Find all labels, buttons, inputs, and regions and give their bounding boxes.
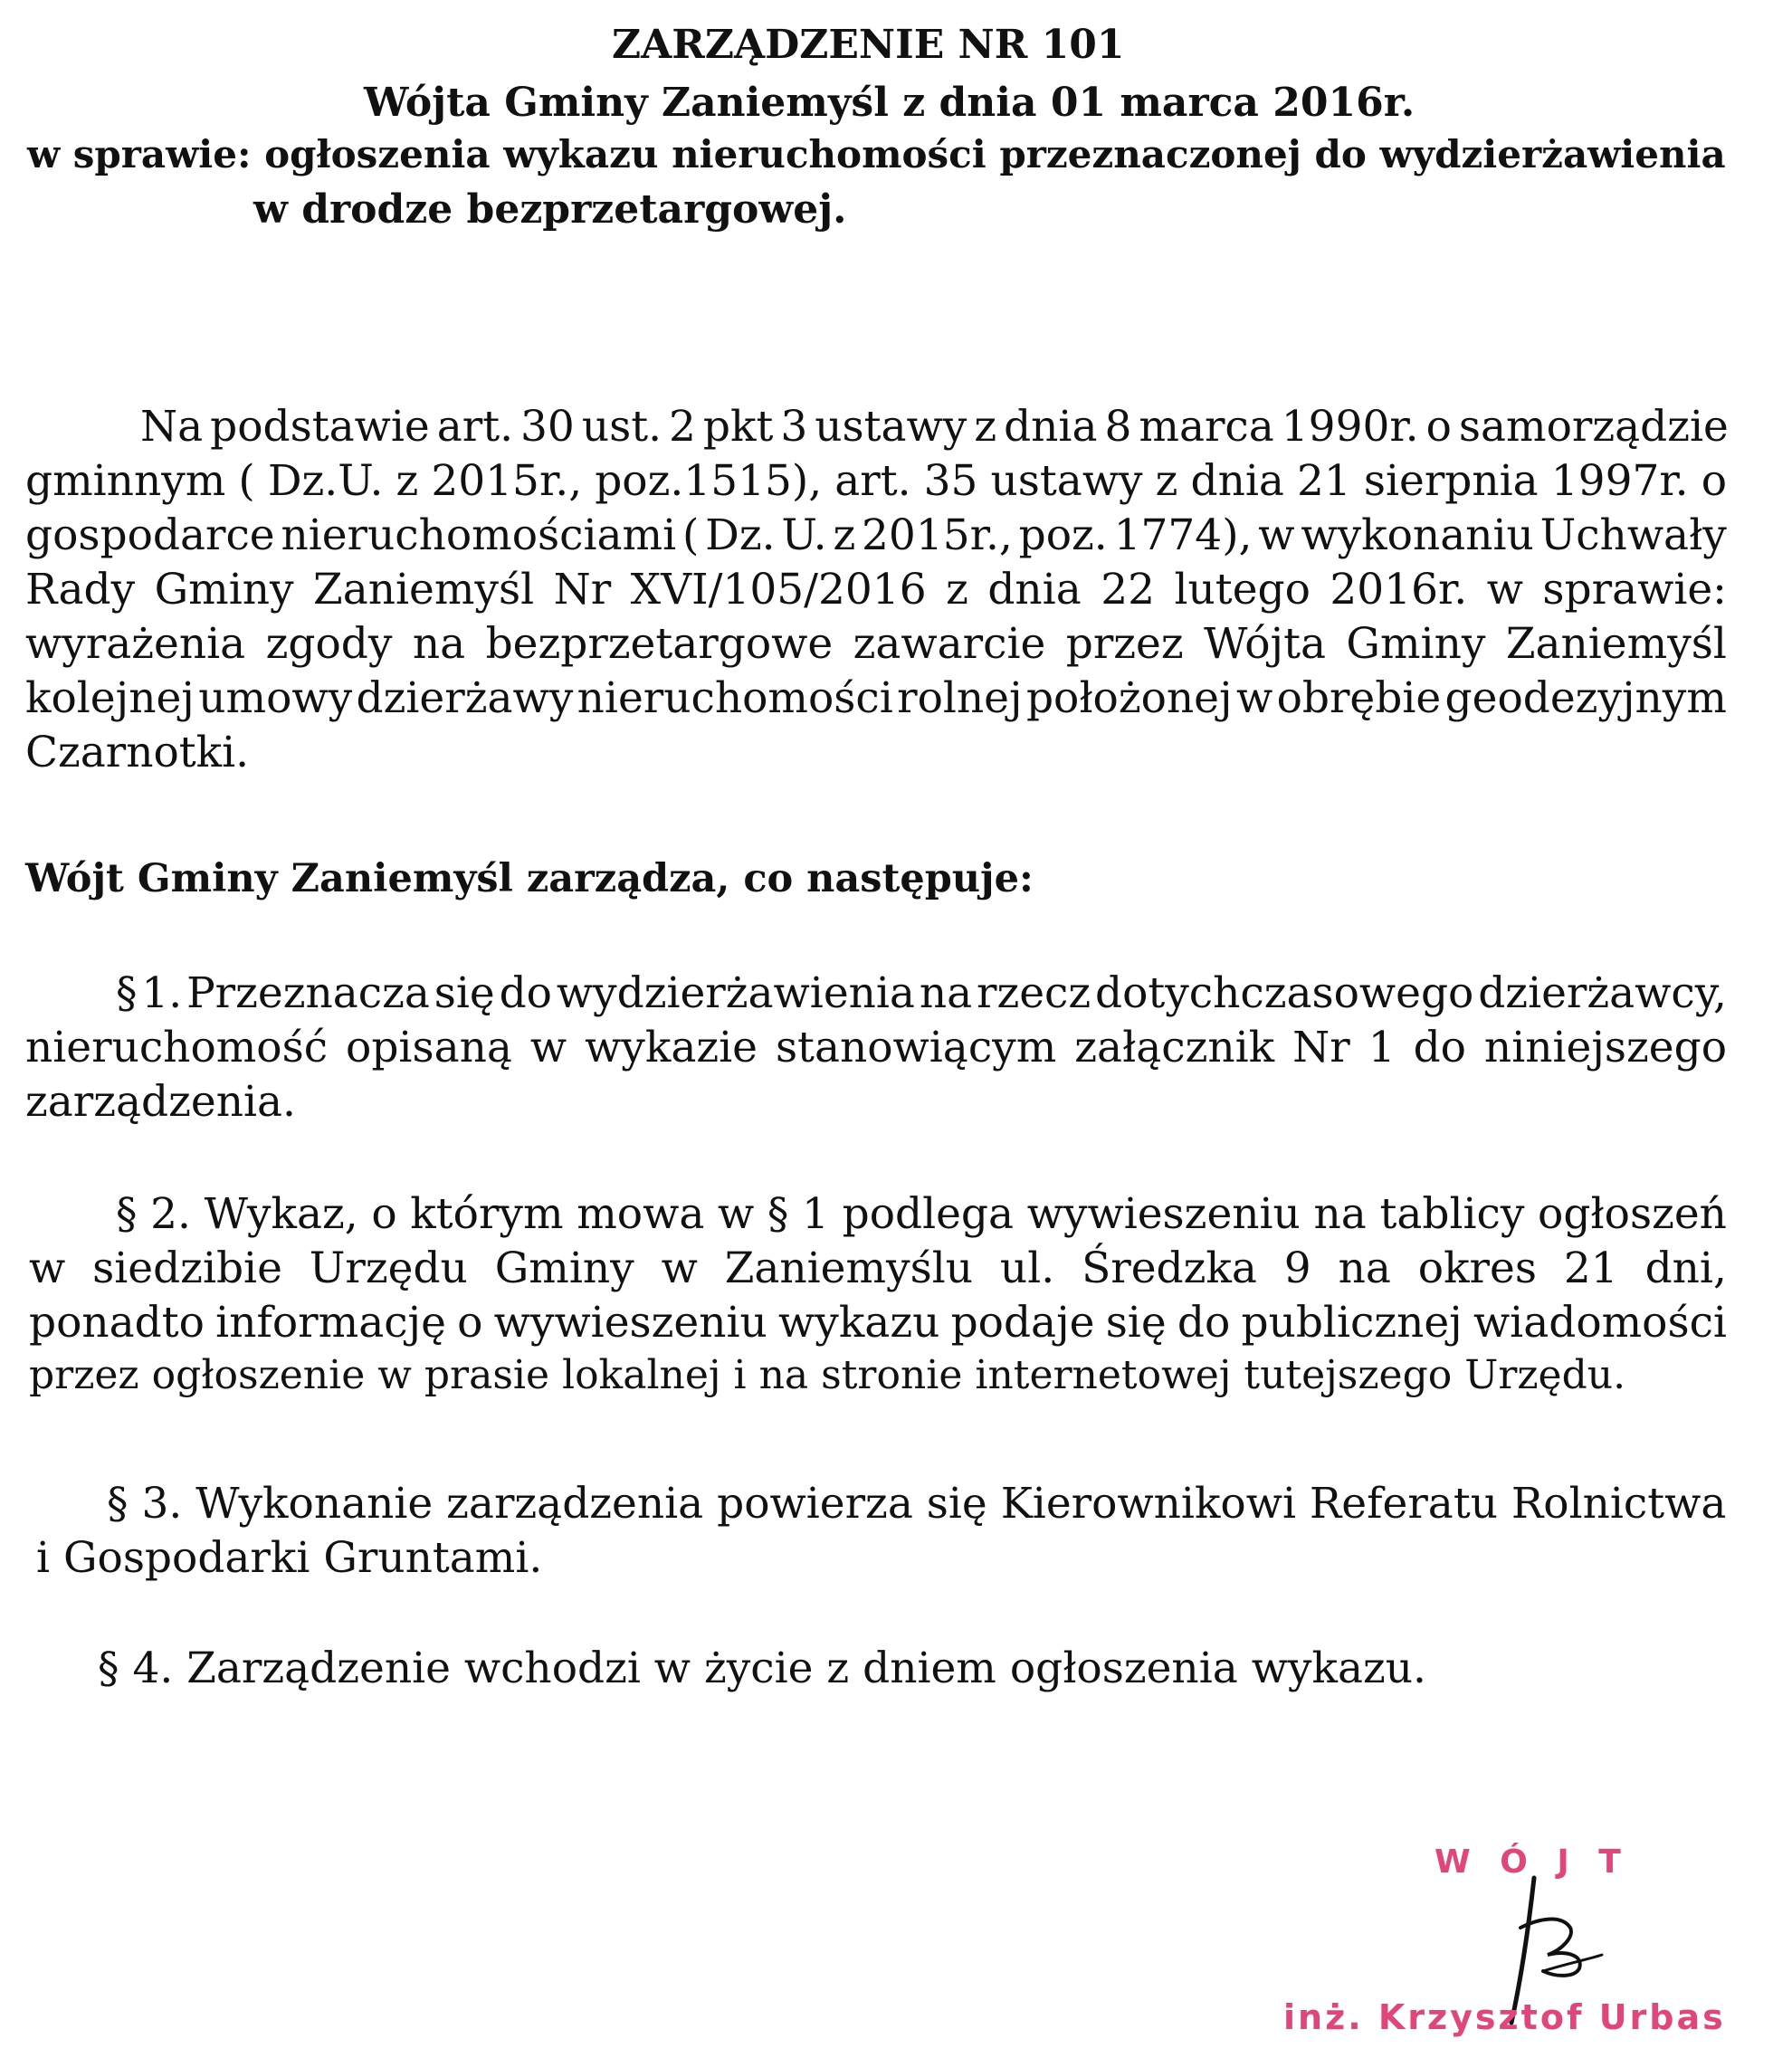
paragraph-line: zarządzenia. (25, 1077, 296, 1127)
preamble-line: kolejnej umowy dzierżawy nieruchomości rolnej położonej w obrębie geodezyjnym (25, 673, 1727, 723)
paragraph-line: § 4. Zarządzenie wchodzi w życie z dniem ogłoszenia wykazu. (98, 1644, 1426, 1693)
paragraph-line: ponadto informację o wywieszeniu wykazu podaje się do publicznej wiadomości (29, 1298, 1727, 1348)
paragraph-line: § 3. Wykonanie zarządzenia powierza się Kierownikowi Referatu Rolnictwa (107, 1479, 1727, 1529)
document-subject-line-2: w drodze bezprzetargowej. (253, 186, 847, 233)
decree-intro: Wójt Gminy Zaniemyśl zarządza, co następuje: (25, 856, 1034, 901)
document-subtitle: Wójta Gminy Zaniemyśl z dnia 01 marca 2016r. (364, 80, 1415, 126)
preamble-line: wyrażenia zgody na bezprzetargowe zawarcie przez Wójta Gminy Zaniemyśl (25, 619, 1727, 669)
stamp-title: W Ó J T (1435, 1844, 1630, 1881)
preamble-line: Czarnotki. (25, 728, 250, 777)
paragraph-line: i Gospodarki Gruntami. (36, 1533, 543, 1583)
preamble-line: gospodarce nieruchomościami ( Dz. U. z 2015r., poz. 1774), w wykonaniu Uchwały (25, 510, 1727, 560)
paragraph-line: w siedzibie Urzędu Gminy w Zaniemyślu ul. Średzka 9 na okres 21 dni, (29, 1243, 1727, 1293)
paragraph-line: § 1. Przeznacza się do wydzierżawienia na rzecz dotychczasowego dzierżawcy, (116, 968, 1727, 1018)
preamble-line: gminnym ( Dz.U. z 2015r., poz.1515), art. 35 ustawy z dnia 21 sierpnia 1997r. o (25, 456, 1727, 506)
paragraph-line: nieruchomość opisaną w wykazie stanowiącym załącznik Nr 1 do niniejszego (25, 1023, 1727, 1072)
preamble-line: Na podstawie art. 30 ust. 2 pkt 3 ustawy z dnia 8 marca 1990r. o samorządzie (140, 402, 1729, 452)
document-subject-line-1: w sprawie: ogłoszenia wykazu nieruchomości przeznaczonej do wydzierżawienia (27, 132, 1726, 176)
paragraph-line: § 2. Wykaz, o którym mowa w § 1 podlega wywieszeniu na tablicy ogłoszeń (116, 1189, 1727, 1239)
stamp-name: inż. Krzysztof Urbas (1283, 1997, 1726, 2037)
preamble-line: Rady Gminy Zaniemyśl Nr XVI/105/2016 z dnia 22 lutego 2016r. w sprawie: (25, 565, 1727, 615)
document-title: ZARZĄDZENIE NR 101 (612, 22, 1125, 68)
paragraph-line: przez ogłoszenie w prasie lokalnej i na stronie internetowej tutejszego Urzędu. (29, 1352, 1626, 1398)
